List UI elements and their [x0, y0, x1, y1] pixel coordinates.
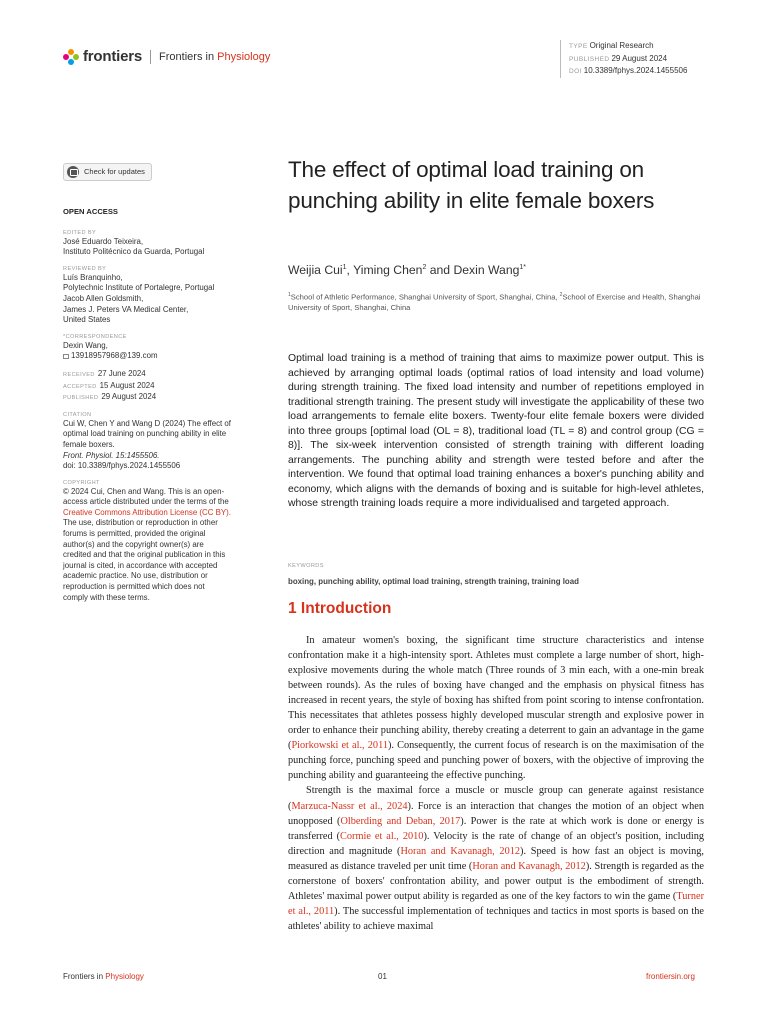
paragraph: Strength is the maximal force a muscle or muscle group can generate against resistance (Marzuca-Nassr et al., 2024). Force is an interaction that changes the motion of an object when unopposed (Olberding and Deban, 2017). Power is the rate at which work is done or energy is transferred (Cormie et al., 2010). Velocity is the rate of change of an object's position, including direction and magnitude (Horan and Kavanagh, 2012). Speed is how fast an object is moving, measured as distance traveled per unit time (Horan and Kavanagh, 2012). Strength is regarded as the cornerstone of boxers' confrontation ability, and power output is the embodiment of strength. Athletes' maximal power output ability is regarded as one of the key factors to win the game (Turner et al., 2011). The successful implementation of techniques and tactics in most sports is based on the athletes' ability to achieve maximal: [288, 785, 705, 932]
correspondence: *CORRESPONDENCE Dexin Wang, 13918957968@139.com: [63, 333, 258, 362]
author-link[interactable]: Dexin Wang$^{1*}$: [453, 263, 527, 277]
author-link[interactable]: Yiming Chen$^2$: [353, 263, 427, 277]
citation: CITATION Cui W, Chen Y and Wang D (2024) The effect of optimal load training on punching ability in elite female boxers. Front. Physiol. 15:1455506. doi: 10.3389/fphys.2024.1455506: [63, 411, 231, 471]
open-access-label: OPEN ACCESS: [63, 207, 118, 216]
frontiers-logo-icon: [63, 49, 79, 65]
page-number: 01: [378, 972, 387, 981]
journal-name[interactable]: Frontiers in Physiology: [159, 50, 271, 63]
sidebar: [63, 163, 258, 610]
meta-published: PUBLISHED 29 August 2024: [569, 53, 668, 63]
edited-by: EDITED BY José Eduardo Teixeira, Instituto Politécnico da Guarda, Portugal: [63, 229, 205, 257]
copyright: COPYRIGHT © 2024 Cui, Chen and Wang. This is an open- access article distributed under the terms of the Creative Commons Attribution License (CC BY). The use, distribution or reproduction in other forums is permitted, provided the original author(s) and the copyright owner(s) are credited and that the original publication in this journal is cited, in accordance with accepted academic practice. No use, distribution or reproduction is permitted which does not comply with these terms.: [63, 479, 258, 604]
citation-link[interactable]: Cormie et al., 2010: [340, 830, 424, 842]
logo-divider: [150, 50, 151, 64]
reviewed-by: REVIEWED BY Luís Branquinho, Polytechnic Institute of Portalegre, Portugal Jacob Allen Goldsmith, James J. Peters VA Medical Center, United States: [63, 265, 215, 325]
dates: RECEIVED 27 June 2024 ACCEPTED 15 August 2024 PUBLISHED 29 August 2024: [63, 368, 157, 402]
citation-link[interactable]: Piorkowski et al., 2011: [291, 740, 388, 752]
citation-link[interactable]: Horan and Kavanagh, 2012: [400, 845, 521, 857]
body-text: [288, 633, 704, 934]
article-title: The effect of optimal load training on punching ability in elite female boxers: [288, 157, 655, 213]
brand-name: frontiers: [83, 48, 143, 65]
section-heading: 1 Introduction: [288, 600, 392, 617]
footer-journal: Frontiers in Physiology: [63, 972, 144, 981]
citation-link[interactable]: Marzuca-Nassr et al., 2024: [291, 800, 408, 812]
frontiers-logo[interactable]: [63, 48, 270, 65]
keywords-label: KEYWORDS: [288, 563, 324, 569]
correspondence-email[interactable]: 13918957968@139.com: [63, 351, 258, 362]
author-link[interactable]: Weijia Cui$^1$: [288, 263, 347, 277]
affiliations: $^1$School of Athletic Performance, Shanghai University of Sport, Shanghai, China, $^2$School of Exercise and Health, Shanghai University of Sport, Shanghai, China: [288, 292, 701, 313]
citation-link[interactable]: Olberding and Deban, 2017: [340, 815, 461, 827]
article-meta: [560, 40, 687, 78]
authors: Weijia Cui$^1$, Yiming Chen$^2$ and Dexin Wang$^{1*}$: [288, 263, 527, 277]
cc-by-license-link[interactable]: Creative Commons Attribution License (CC BY).: [63, 507, 231, 517]
citation-link[interactable]: Turner et al., 2011: [288, 890, 704, 917]
meta-type: TYPE Original Research: [569, 41, 654, 50]
check-updates-icon: [67, 166, 79, 178]
email-icon: [63, 354, 69, 359]
paragraph: In amateur women's boxing, the significant time structure characteristics and intense confrontation make it a high-intensity sport. Athletes must complete a large number of short, high-explosive movements during the whole match (Three rounds of 3 min each, with a one-min break between rounds). As the rules of boxing have changed and the emphasis on physical fitness has increased in recent years, the style of boxing has shifted from point scoring to intense confrontation. This necessitates that athletes possess highly developed muscular strength and explosive power in order to enhance their punching ability, thereby creating a deterrent to gain an advantage in the game (Piorkowski et al., 2011). Consequently, the current focus of research is on the maximisation of the punching force, punching speed and punching power of boxers, with the objective of improving the punching ability and guaranteeing the effective punching.: [288, 635, 705, 782]
abstract: Optimal load training is a method of training that aims to maximize power output. This is achieved by arranging optimal loads (optimal ratios of load intensity and load volume) during strength training. The fixed load intensity and number of repetitions employed in traditional strength training. The present study will investigate the applicability of these two load arrangements to female elite boxers. Twenty-four elite female boxers were divided into three groups [optimal load (OL = 8), traditional load (TL = 8) and control group (CG = 8)]. The six-week intervention consisted of strength training with different loading arrangements. The punching ability and strength were tested before and after the intervention. We found that optimal load training enhances a boxer's punching ability and economy, which aligns with the demands of boxing and is suitable for high-level athletes, whose strength training loads require a more individualised and targeted approach.: [288, 353, 704, 509]
footer-site-link[interactable]: frontiersin.org: [646, 972, 695, 981]
check-updates-button[interactable]: Check for updates: [63, 163, 152, 181]
citation-link[interactable]: Horan and Kavanagh, 2012: [472, 860, 586, 872]
meta-doi: DOI 10.3389/fphys.2024.1455506: [569, 66, 688, 75]
keywords: boxing, punching ability, optimal load training, strength training, training load: [288, 577, 579, 586]
